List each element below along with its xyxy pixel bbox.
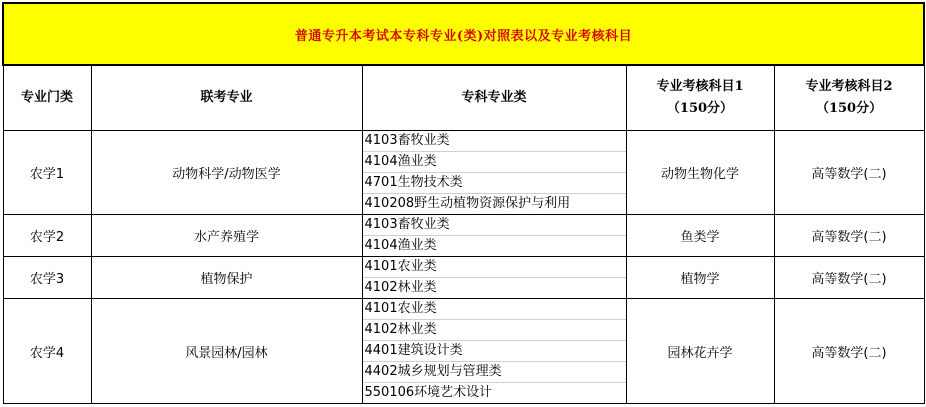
row-joint-major: 植物保护 bbox=[91, 257, 362, 299]
row-subject2: 高等数学(二) bbox=[774, 257, 924, 299]
row-subject1: 鱼类学 bbox=[626, 215, 774, 257]
row-category: 农学2 bbox=[3, 215, 91, 257]
major-item: 410208野生动植物资源保护与利用 bbox=[364, 196, 571, 211]
table-title: 普通专升本考试本专科专业(类)对照表以及专业考核科目 bbox=[3, 3, 924, 65]
major-item: 4402城乡规划与管理类 bbox=[363, 362, 626, 383]
header-subject1 bbox=[626, 65, 774, 131]
major-item: 4701生物技术类 bbox=[363, 173, 626, 194]
header-majors: 专科专业类 bbox=[362, 65, 626, 131]
row-majors bbox=[362, 299, 626, 404]
header-subject2 bbox=[774, 65, 924, 131]
table-row bbox=[3, 215, 924, 257]
row-subject1: 动物生物化学 bbox=[626, 131, 774, 215]
row-majors bbox=[362, 131, 626, 215]
major-item: 4102林业类 bbox=[363, 320, 626, 341]
major-item: 4102林业类 bbox=[364, 280, 437, 295]
major-item: 4101农业类 bbox=[363, 299, 626, 320]
header-subject1-score: （150分） bbox=[666, 101, 734, 116]
table-row bbox=[3, 257, 924, 299]
major-item: 4103畜牧业类 bbox=[363, 215, 626, 236]
row-joint-major: 动物科学/动物医学 bbox=[91, 131, 362, 215]
major-item: 4101农业类 bbox=[363, 257, 626, 278]
major-item: 4401建筑设计类 bbox=[363, 341, 626, 362]
comparison-table bbox=[2, 2, 925, 404]
row-subject2: 高等数学(二) bbox=[774, 131, 924, 215]
comparison-table-page bbox=[2, 2, 923, 405]
header-category: 专业门类 bbox=[3, 65, 91, 131]
major-item: 4103畜牧业类 bbox=[363, 131, 626, 152]
table-row bbox=[3, 299, 924, 404]
header-joint-major: 联考专业 bbox=[91, 65, 362, 131]
row-majors bbox=[362, 215, 626, 257]
row-majors bbox=[362, 257, 626, 299]
header-row bbox=[3, 65, 924, 131]
row-subject1: 园林花卉学 bbox=[626, 299, 774, 404]
table-row bbox=[3, 131, 924, 215]
row-subject1: 植物学 bbox=[626, 257, 774, 299]
major-item: 550106环境艺术设计 bbox=[364, 385, 493, 400]
row-subject2: 高等数学(二) bbox=[774, 215, 924, 257]
row-category: 农学1 bbox=[3, 131, 91, 215]
row-category: 农学3 bbox=[3, 257, 91, 299]
row-category: 农学4 bbox=[3, 299, 91, 404]
major-item: 4104渔业类 bbox=[364, 238, 437, 253]
row-subject2: 高等数学(二) bbox=[774, 299, 924, 404]
major-item: 4104渔业类 bbox=[363, 152, 626, 173]
row-joint-major: 风景园林/园林 bbox=[91, 299, 362, 404]
header-subject2-score: （150分） bbox=[815, 101, 883, 116]
row-joint-major: 水产养殖学 bbox=[91, 215, 362, 257]
header-subject2-name: 专业考核科目2 bbox=[805, 79, 893, 94]
header-subject1-name: 专业考核科目1 bbox=[656, 79, 744, 94]
